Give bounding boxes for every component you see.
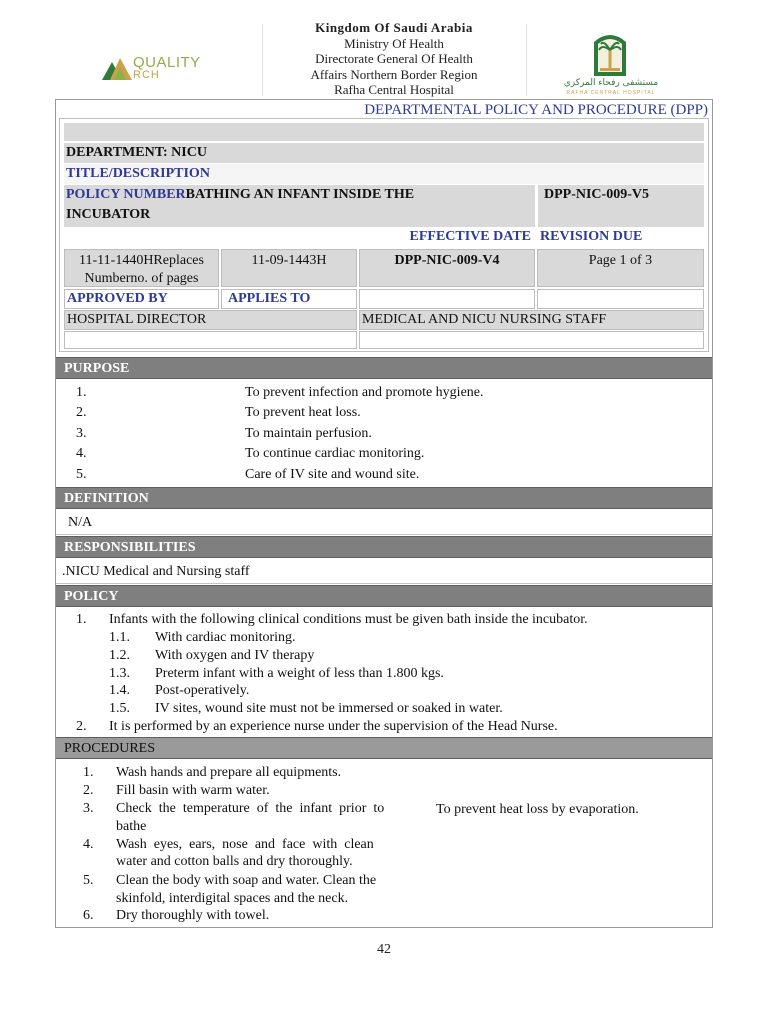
purpose-item-number: 3. bbox=[76, 426, 87, 441]
policy-number-cell bbox=[64, 185, 535, 227]
purpose-item-text: To maintain perfusion. bbox=[245, 426, 372, 441]
definition-text: N/A bbox=[68, 515, 93, 530]
policy-item-text: Infants with the following clinical conditions must be given bath inside the incubator. bbox=[109, 612, 588, 627]
header-line: Rafha Central Hospital bbox=[334, 82, 454, 97]
policy-subitem-number: 1.2. bbox=[109, 648, 130, 663]
quality-logo-text: QUALITY bbox=[133, 54, 201, 71]
procedure-step-text: Dry thoroughly with towel. bbox=[116, 908, 270, 923]
policy-document bbox=[55, 99, 713, 928]
policy-subitem-text: IV sites, wound site must not be immersed or soaked in water. bbox=[155, 701, 503, 716]
policy-item-text: It is performed by an experience nurse under the supervision of the Head Nurse. bbox=[109, 719, 558, 734]
policy-subitem-text: Preterm infant with a weight of less than 1.800 kgs. bbox=[155, 666, 444, 681]
quality-mark-icon bbox=[102, 56, 132, 80]
definition-heading: DEFINITION bbox=[56, 487, 712, 509]
title-description-label: TITLE/DESCRIPTION bbox=[64, 164, 704, 184]
header-line: Kingdom Of Saudi Arabia bbox=[315, 20, 473, 35]
document-header bbox=[0, 0, 768, 100]
procedure-step-number: 2. bbox=[83, 783, 94, 798]
page-number: 42 bbox=[377, 942, 391, 957]
purpose-heading: PURPOSE bbox=[56, 357, 712, 379]
empty-cell bbox=[537, 289, 704, 309]
procedure-step-number: 5. bbox=[83, 873, 94, 888]
policy-subitem-number: 1.3. bbox=[109, 666, 130, 681]
policy-subitem-text: With cardiac monitoring. bbox=[155, 630, 296, 645]
divider bbox=[56, 534, 712, 535]
policy-title-line2: INCUBATOR bbox=[66, 207, 151, 222]
approved-by-value: HOSPITAL DIRECTOR bbox=[64, 310, 357, 330]
hospital-logo bbox=[556, 30, 666, 96]
purpose-item-number: 5. bbox=[76, 467, 87, 482]
procedure-rationale: To prevent heat loss by evaporation. bbox=[436, 802, 639, 817]
policy-heading: POLICY bbox=[56, 585, 712, 607]
header-organization-block bbox=[262, 20, 526, 98]
purpose-item-text: Care of IV site and wound site. bbox=[245, 467, 420, 482]
quality-logo bbox=[102, 54, 222, 82]
empty-cell bbox=[359, 331, 704, 349]
hospital-logo-arabic: مستشفى رفحاء المركزي bbox=[563, 78, 659, 88]
procedure-step-number: 6. bbox=[83, 908, 94, 923]
revision-due-value: 11-09-1443H bbox=[221, 249, 357, 287]
procedure-step-number: 3. bbox=[83, 801, 94, 816]
policy-number-label: POLICY NUMBER bbox=[66, 187, 186, 202]
applies-to-label: APPLIES TO bbox=[221, 289, 357, 309]
header-line: Ministry Of Health bbox=[344, 35, 444, 51]
procedure-step-text: skinfold, interdigital spaces and the neck. bbox=[116, 891, 349, 906]
palm-emblem-icon bbox=[590, 30, 630, 80]
procedure-step-text: Wash hands and prepare all equipments. bbox=[116, 765, 342, 780]
quality-logo-subtext: RCH bbox=[133, 69, 160, 81]
divider bbox=[56, 583, 712, 584]
document-info-table bbox=[59, 118, 709, 352]
procedure-step-text: water and cotton balls and dry thoroughly. bbox=[116, 854, 353, 869]
applies-to-value: MEDICAL AND NICU NURSING STAFF bbox=[359, 310, 704, 330]
purpose-item-text: To prevent heat loss. bbox=[245, 405, 361, 420]
empty-cell bbox=[64, 331, 357, 349]
policy-title-line1: BATHING AN INFANT INSIDE THE bbox=[185, 187, 415, 202]
document-title: DEPARTMENTAL POLICY AND PROCEDURE (DPP) bbox=[364, 102, 708, 118]
table-spacer-row bbox=[64, 123, 704, 141]
purpose-item-number: 1. bbox=[76, 385, 87, 400]
purpose-item-text: To prevent infection and promote hygiene. bbox=[245, 385, 484, 400]
policy-subitem-text: Post-operatively. bbox=[155, 683, 250, 698]
page-count-value: Page 1 of 3 bbox=[537, 249, 704, 287]
effective-date-label: EFFECTIVE DATE bbox=[409, 229, 531, 244]
department-label: DEPARTMENT: NICU bbox=[64, 143, 704, 163]
purpose-item-number: 2. bbox=[76, 405, 87, 420]
replaces-label: Numberno. of pages bbox=[84, 271, 199, 286]
procedure-step-text: Fill basin with warm water. bbox=[116, 783, 270, 798]
procedure-step-text: bathe bbox=[116, 819, 147, 834]
responsibilities-heading: RESPONSIBILITIES bbox=[56, 536, 712, 558]
policy-number-value: DPP-NIC-009-V5 bbox=[538, 185, 704, 227]
responsibilities-text: .NICU Medical and Nursing staff bbox=[62, 564, 250, 579]
policy-subitem-number: 1.4. bbox=[109, 683, 130, 698]
approved-by-label: APPROVED BY bbox=[64, 289, 219, 309]
replaces-value: DPP-NIC-009-V4 bbox=[359, 249, 535, 287]
policy-item-number: 1. bbox=[76, 612, 87, 627]
procedure-step-text: Check the temperature of the infant prior to bbox=[116, 801, 385, 816]
procedure-step-number: 1. bbox=[83, 765, 94, 780]
header-line: Affairs Northern Border Region bbox=[310, 66, 478, 82]
header-line: Directorate General Of Health bbox=[315, 51, 473, 66]
effective-date-cell bbox=[64, 249, 219, 287]
policy-subitem-number: 1.5. bbox=[109, 701, 130, 716]
procedure-step-number: 4. bbox=[83, 837, 94, 852]
purpose-item-text: To continue cardiac monitoring. bbox=[245, 446, 425, 461]
policy-subitem-number: 1.1. bbox=[109, 630, 130, 645]
effective-date-value: 11-11-1440HReplaces bbox=[79, 253, 204, 268]
policy-subitem-text: With oxygen and IV therapy bbox=[155, 648, 315, 663]
hospital-logo-english: RAFHA CENTRAL HOSPITAL bbox=[566, 90, 656, 96]
empty-cell bbox=[359, 289, 535, 309]
procedure-step-text: Wash eyes, ears, nose and face with clean bbox=[116, 837, 374, 852]
header-divider bbox=[526, 24, 527, 96]
revision-due-label: REVISION DUE bbox=[540, 229, 643, 244]
procedure-step-text: Clean the body with soap and water. Clean the bbox=[116, 873, 377, 888]
purpose-item-number: 4. bbox=[76, 446, 87, 461]
procedures-heading: PROCEDURES bbox=[56, 737, 712, 759]
policy-item-number: 2. bbox=[76, 719, 87, 734]
